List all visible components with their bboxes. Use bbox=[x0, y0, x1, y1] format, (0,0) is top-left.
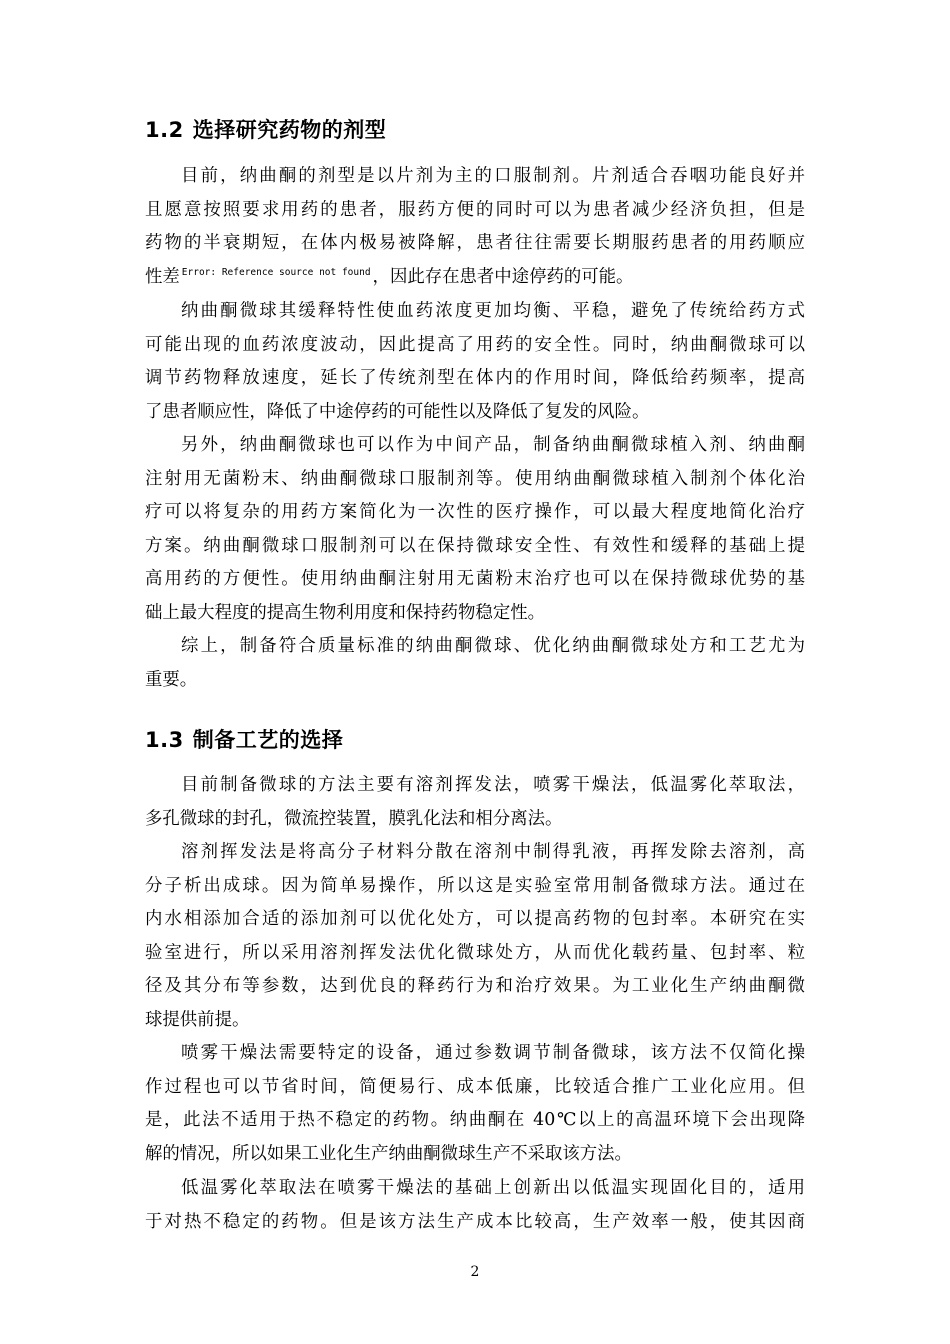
text-line: 喷雾干燥法需要特定的设备，通过参数调节制备微球，该方法不仅简化操 bbox=[181, 1043, 805, 1063]
section-heading-1-3 bbox=[145, 726, 343, 754]
text-line: 药物的半衰期短，在体内极易被降解，患者往往需要长期服药患者的用药顺应 bbox=[145, 233, 805, 254]
text-line: 目前制备微球的方法主要有溶剂挥发法，喷雾干燥法，低温雾化萃取法， bbox=[181, 775, 805, 795]
text-line: 方案。纳曲酮微球口服制剂可以在保持微球安全性、有效性和缓释的基础上提 bbox=[145, 535, 805, 556]
paragraph bbox=[145, 295, 805, 429]
text-line: 分子析出成球。因为简单易操作，所以这是实验室常用制备微球方法。通过在 bbox=[145, 875, 805, 896]
section-number: 1.2 bbox=[145, 118, 184, 142]
text-line: 综上，制备符合质量标准的纳曲酮微球、优化纳曲酮微球处方和工艺尤为 bbox=[181, 636, 805, 656]
text-fragment: ，因此存在患者中途停药的可能。 bbox=[372, 266, 634, 287]
text-line: 径及其分布等参数，达到优良的释药行为和治疗效果。为工业化生产纳曲酮微 bbox=[145, 976, 805, 997]
section-number: 1.3 bbox=[145, 728, 184, 752]
page-number: 2 bbox=[470, 1264, 480, 1280]
text-line: 础上最大程度的提高生物利用度和保持药物稳定性。 bbox=[145, 602, 545, 623]
text-fragment: 性差 bbox=[145, 266, 180, 287]
text-line: 重要。 bbox=[145, 669, 198, 690]
paragraph bbox=[145, 836, 805, 1038]
text-line: 内水相添加合适的添加剂可以优化处方，可以提高药物的包封率。本研究在实 bbox=[145, 909, 805, 930]
section-title: 制备工艺的选择 bbox=[192, 728, 344, 752]
paragraph bbox=[145, 769, 805, 836]
paragraph bbox=[145, 1037, 805, 1171]
text-line: 了患者顺应性，降低了中途停药的可能性以及降低了复发的风险。 bbox=[145, 401, 650, 422]
text-line: 疗可以将复杂的用药方案简化为一次性的医疗操作，可以最大程度地简化治疗 bbox=[145, 502, 805, 523]
text-line: 高用药的方便性。使用纳曲酮注射用无菌粉末治疗也可以在保持微球优势的基 bbox=[145, 569, 805, 590]
text-line: 可能出现的血药浓度波动，因此提高了用药的安全性。同时，纳曲酮微球可以 bbox=[145, 334, 805, 355]
text-line: 是，此法不适用于热不稳定的药物。纳曲酮在 40℃以上的高温环境下会出现降 bbox=[145, 1110, 805, 1131]
reference-error: Error: Reference source not found bbox=[181, 266, 371, 278]
text-line: 于对热不稳定的药物。但是该方法生产成本比较高，生产效率一般，使其因商 bbox=[145, 1211, 805, 1232]
text-line: 调节药物释放速度，延长了传统剂型在体内的作用时间，降低给药频率，提高 bbox=[145, 368, 805, 389]
text-line: 验室进行，所以采用溶剂挥发法优化微球处方，从而优化载药量、包封率、粒 bbox=[145, 942, 805, 963]
paragraph bbox=[145, 1172, 805, 1239]
text-line: 解的情况，所以如果工业化生产纳曲酮微球生产不采取该方法。 bbox=[145, 1143, 632, 1164]
text-line: 作过程也可以节省时间，简便易行、成本低廉，比较适合推广工业化应用。但 bbox=[145, 1076, 805, 1097]
section-title: 选择研究药物的剂型 bbox=[192, 118, 387, 142]
text-line: 另外，纳曲酮微球也可以作为中间产品，制备纳曲酮微球植入剂、纳曲酮 bbox=[181, 435, 805, 455]
paragraph bbox=[145, 429, 805, 631]
text-line: 低温雾化萃取法在喷雾干燥法的基础上创新出以低温实现固化目的，适用 bbox=[181, 1178, 805, 1198]
text-line: 目前，纳曲酮的剂型是以片剂为主的口服制剂。片剂适合吞咽功能良好并 bbox=[181, 166, 805, 186]
paragraph bbox=[145, 630, 805, 697]
text-line bbox=[145, 261, 805, 295]
text-line: 且愿意按照要求用药的患者，服药方便的同时可以为患者减少经济负担，但是 bbox=[145, 199, 805, 220]
text-line: 纳曲酮微球其缓释特性使血药浓度更加均衡、平稳，避免了传统给药方式 bbox=[181, 301, 805, 321]
text-line: 多孔微球的封孔，微流控装置，膜乳化法和相分离法。 bbox=[145, 808, 563, 829]
text-line: 溶剂挥发法是将高分子材料分散在溶剂中制得乳液，再挥发除去溶剂，高 bbox=[181, 842, 805, 862]
section-heading-1-2 bbox=[145, 116, 386, 144]
text-line: 注射用无菌粉末、纳曲酮微球口服制剂等。使用纳曲酮微球植入制剂个体化治 bbox=[145, 468, 805, 489]
text-line: 球提供前提。 bbox=[145, 1009, 250, 1030]
paragraph bbox=[145, 160, 805, 294]
